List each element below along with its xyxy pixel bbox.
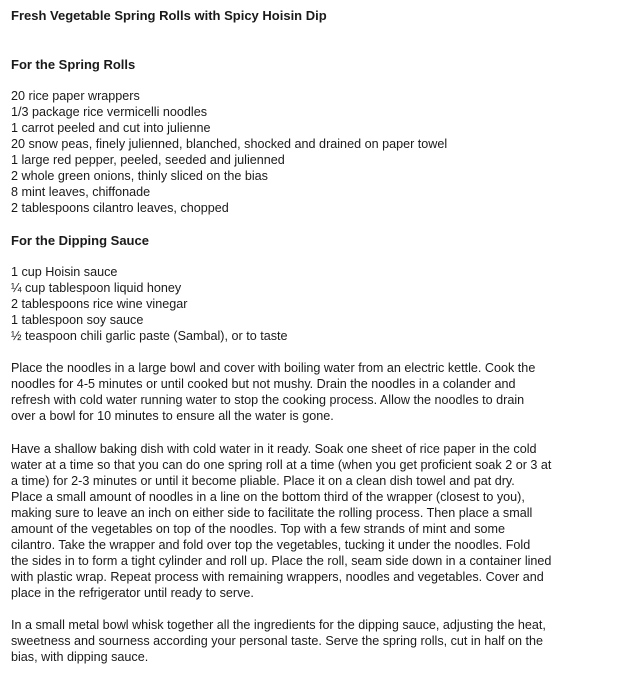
spring-rolls-ingredient-list	[11, 88, 447, 216]
instruction-paragraph-noodles: Place the noodles in a large bowl and cover with boiling water from an electric kettle. Cook the noodles for 4-5 minutes or until cooked but not mushy. Drain the noodles in a colander and refresh with cold water running water to stop the cooking process. Allow the noodles to drain over a bowl for 10 minutes to ensure all the water is gone.	[11, 361, 536, 423]
recipe-title: Fresh Vegetable Spring Rolls with Spicy Hoisin Dip	[11, 8, 327, 23]
ingredient-item: ¼ cup tablespoon liquid honey	[11, 281, 182, 295]
instruction-paragraph-sauce: In a small metal bowl whisk together all the ingredients for the dipping sauce, adjusting the heat, sweetness and sourness according your personal taste. Serve the spring rolls, cut in half on the bias, with dipping sauce.	[11, 618, 546, 664]
ingredient-item: 20 rice paper wrappers	[11, 89, 140, 103]
ingredient-item: 1 tablespoon soy sauce	[11, 313, 144, 327]
ingredient-item: 2 tablespoons rice wine vinegar	[11, 297, 188, 311]
dipping-sauce-ingredient-list	[11, 264, 288, 344]
ingredient-item: 8 mint leaves, chiffonade	[11, 185, 151, 199]
ingredient-item: 2 whole green onions, thinly sliced on the bias	[11, 169, 268, 183]
dipping-sauce-heading: For the Dipping Sauce	[11, 233, 149, 248]
ingredient-item: 2 tablespoons cilantro leaves, chopped	[11, 201, 229, 215]
ingredient-item: 1 large red pepper, peeled, seeded and julienned	[11, 153, 285, 167]
instruction-paragraph-rolling: Have a shallow baking dish with cold water in it ready. Soak one sheet of rice paper in the cold water at a time so that you can do one spring roll at a time (when you get proficient soak 2 or 3 at a time) for 2-3 minutes or until it become pliable. Place it on a clean dish towel and pat dry. Place a small amount of noodles in a line on the bottom third of the wrapper (closest to you), making sure to leave an inch on either side to facilitate the rolling process. Then place a small amount of the vegetables on top of the noodles. Top with a few strands of mint and some cilantro. Take the wrapper and fold over top the vegetables, tucking it under the noodles. Fold the sides in to form a tight cylinder and roll up. Place the roll, seam side down in a container lined with plastic wrap. Repeat process with remaining wrappers, noodles and vegetables. Cover and place in the refrigerator until ready to serve.	[11, 442, 552, 600]
ingredient-item: 1 cup Hoisin sauce	[11, 265, 118, 279]
ingredient-item: 20 snow peas, finely julienned, blanched, shocked and drained on paper towel	[11, 137, 448, 151]
ingredient-item: ½ teaspoon chili garlic paste (Sambal), or to taste	[11, 329, 288, 343]
spring-rolls-heading: For the Spring Rolls	[11, 57, 136, 72]
ingredient-item: 1 carrot peeled and cut into julienne	[11, 121, 211, 135]
ingredient-item: 1/3 package rice vermicelli noodles	[11, 105, 208, 119]
